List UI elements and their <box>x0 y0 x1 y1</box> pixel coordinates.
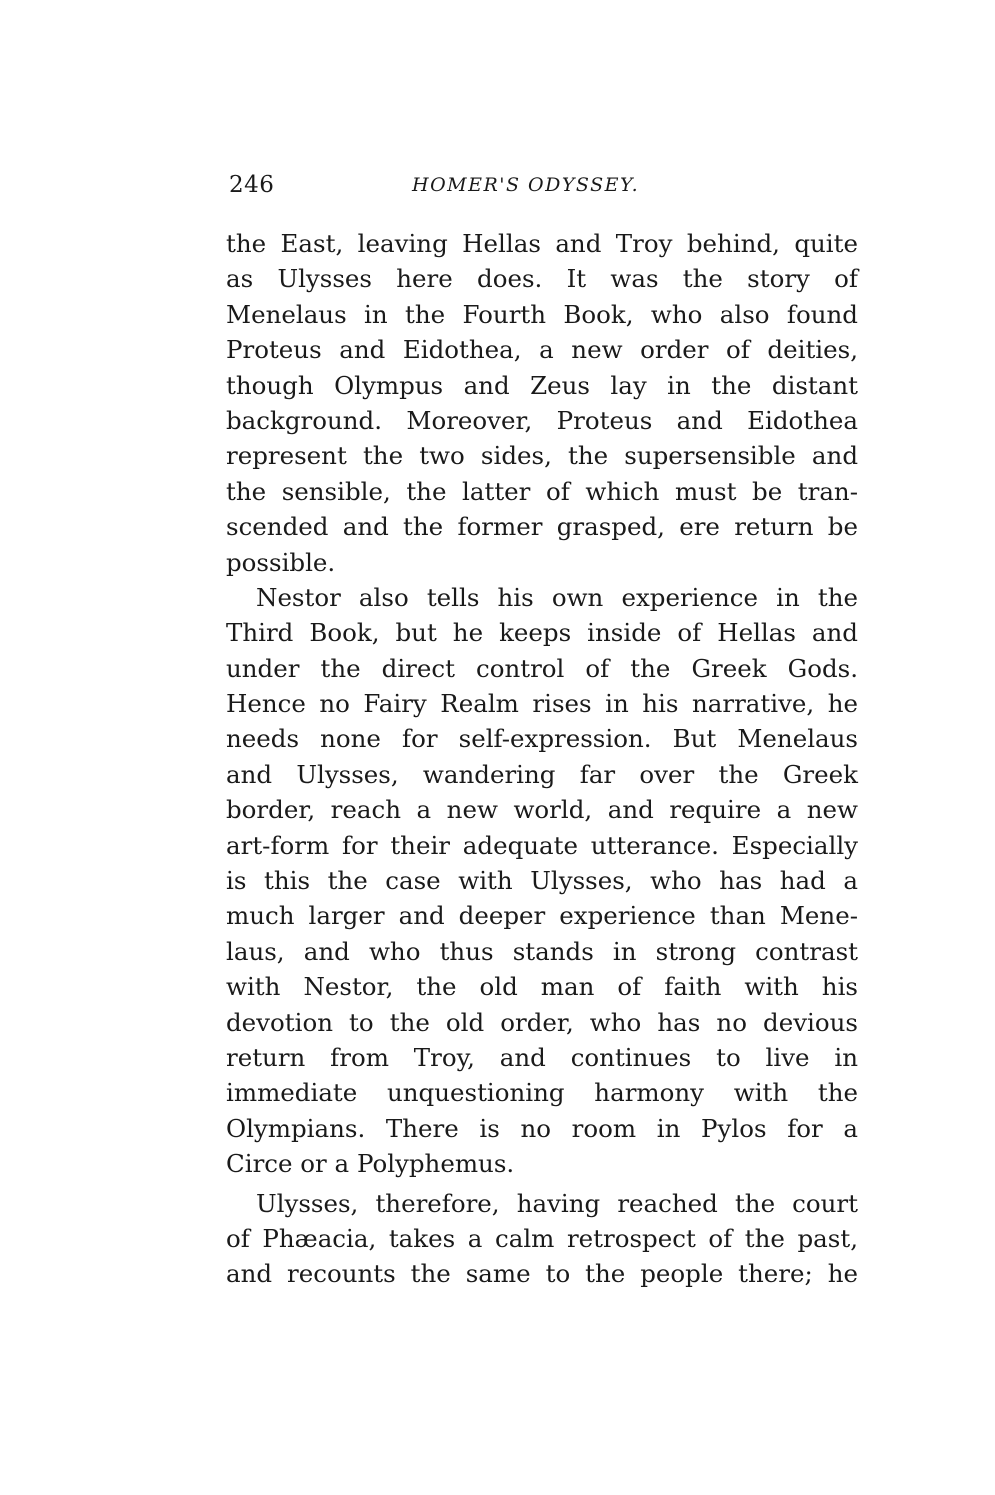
text-line: possible. <box>226 547 336 577</box>
text-line: represent the two sides, the supersensible and <box>226 441 858 471</box>
text-line: Ulysses, therefore, having reached the court <box>256 1188 858 1218</box>
text-line: Hence no Fairy Realm rises in his narrative, he <box>226 689 858 719</box>
text-line: of Phæacia, takes a calm retrospect of the past, <box>226 1223 858 1253</box>
paragraph <box>226 226 858 580</box>
text-line: with Nestor, the old man of faith with his <box>226 972 858 1002</box>
body-text <box>226 226 858 1292</box>
text-line: under the direct control of the Greek Gods. <box>226 653 858 683</box>
text-line: Proteus and Eidothea, a new order of deities, <box>226 335 858 365</box>
page-header <box>229 172 857 212</box>
page-number: 246 <box>229 172 275 198</box>
text-line: and Ulysses, wandering far over the Greek <box>226 759 858 789</box>
text-line: the East, leaving Hellas and Troy behind, quite <box>226 229 858 258</box>
text-line: border, reach a new world, and require a new <box>226 795 858 825</box>
text-line: Olympians. There is no room in Pylos for a <box>226 1113 858 1143</box>
text-line: return from Troy, and continues to live in <box>226 1042 858 1072</box>
text-line: and recounts the same to the people there; he <box>226 1259 858 1289</box>
text-line: Menelaus in the Fourth Book, who also found <box>226 299 858 329</box>
text-line: background. Moreover, Proteus and Eidothea <box>226 405 858 435</box>
text-line: the sensible, the latter of which must be tran- <box>226 476 858 506</box>
text-line: immediate unquestioning harmony with the <box>226 1078 858 1108</box>
text-line: needs none for self-expression. But Menelaus <box>226 724 858 754</box>
text-line: much larger and deeper experience than Mene- <box>226 901 858 931</box>
text-line: as Ulysses here does. It was the story of <box>226 264 858 294</box>
text-line: is this the case with Ulysses, who has had a <box>226 866 858 896</box>
text-line: Nestor also tells his own experience in the <box>256 582 858 612</box>
paragraph <box>226 1186 858 1292</box>
text-line: laus, and who thus stands in strong contrast <box>226 936 858 966</box>
text-line: scended and the former grasped, ere return be <box>226 512 858 542</box>
text-line: art-form for their adequate utterance. Especially <box>226 830 858 860</box>
paragraph <box>226 580 858 1182</box>
text-line: Third Book, but he keeps inside of Hellas and <box>226 618 858 648</box>
text-line: Circe or a Polyphemus. <box>226 1149 515 1179</box>
text-line: devotion to the old order, who has no devious <box>226 1007 858 1037</box>
running-title: HOMER'S ODYSSEY. <box>412 174 640 196</box>
text-line: though Olympus and Zeus lay in the distant <box>226 370 858 400</box>
